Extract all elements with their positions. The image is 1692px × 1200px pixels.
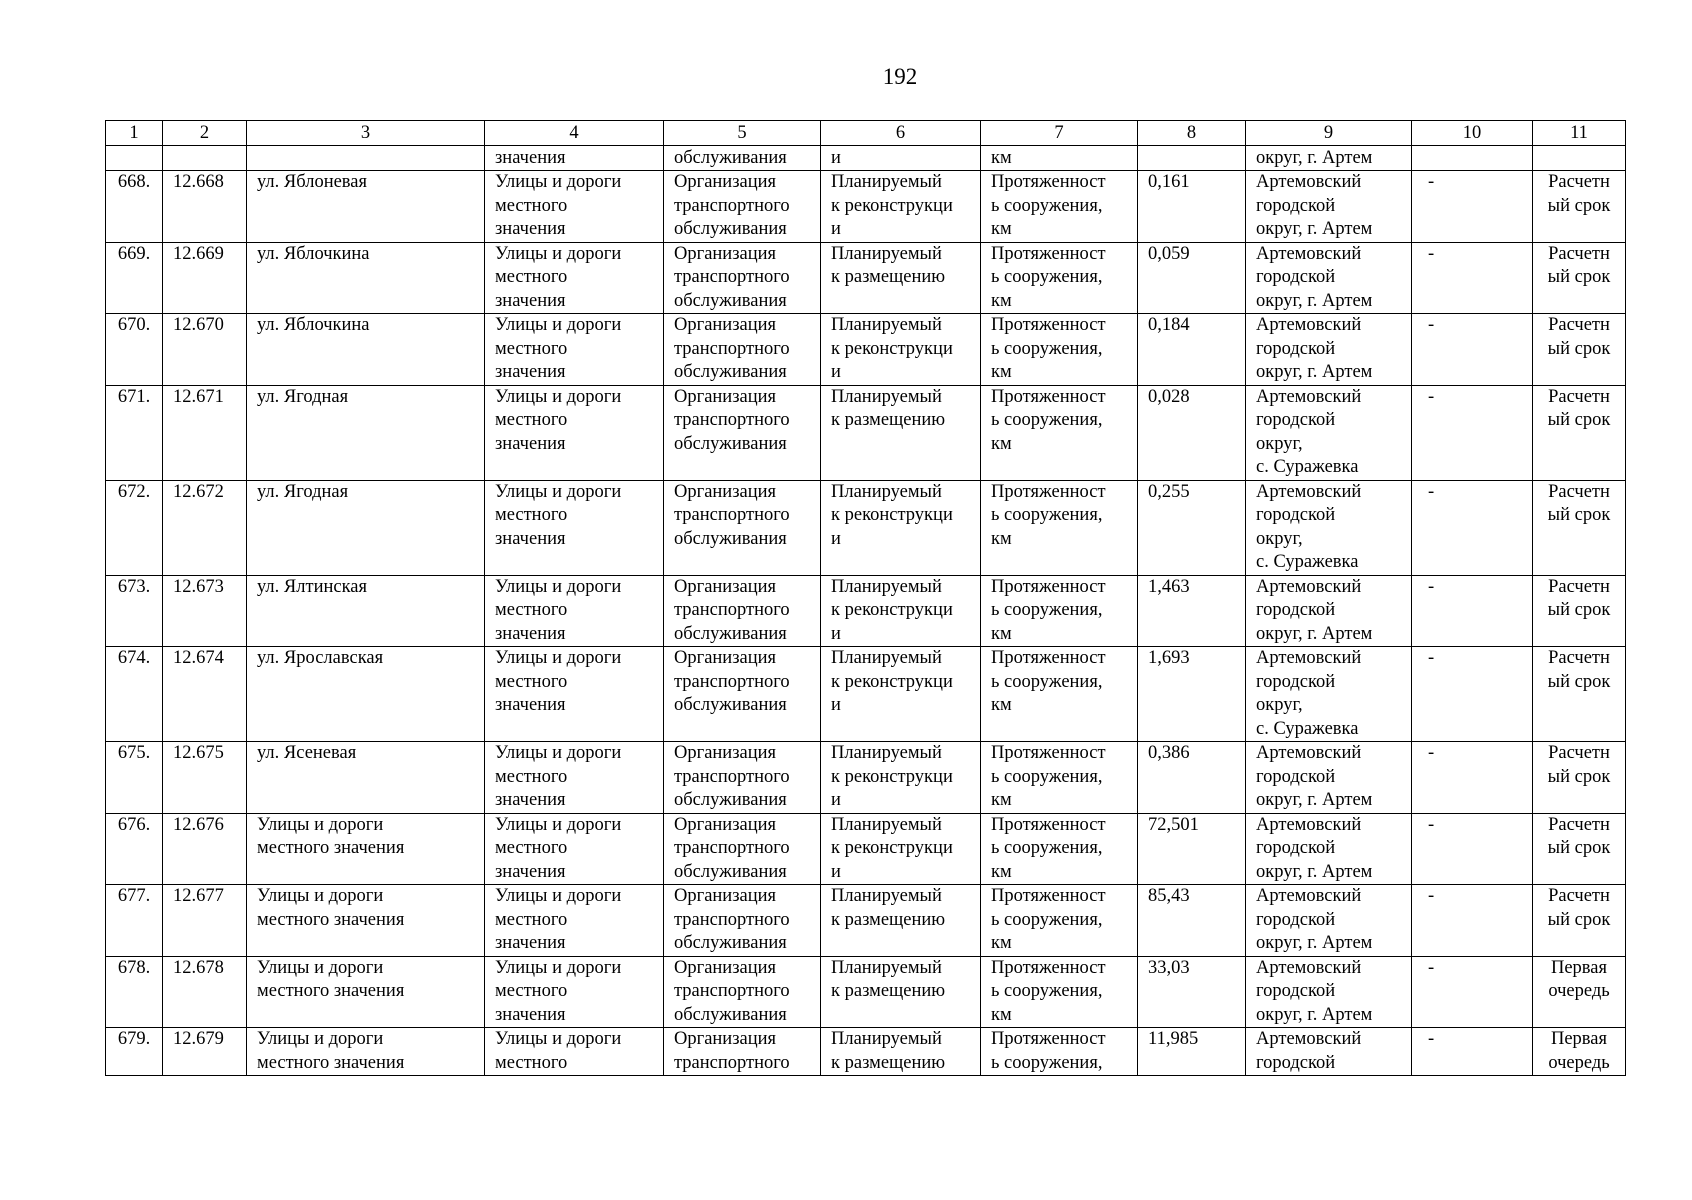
characteristic: Протяженност ь сооружения, км	[981, 813, 1138, 885]
column-number-row	[106, 121, 1626, 146]
characteristic: Протяженност ь сооружения, км	[981, 171, 1138, 243]
characteristic-value: 72,501	[1138, 813, 1246, 885]
object-kind: Организация транспортного обслуживания	[664, 480, 821, 575]
object-code: 12.678	[163, 956, 247, 1028]
cell	[163, 146, 247, 171]
zone-type: -	[1412, 575, 1533, 647]
table-row	[106, 575, 1626, 647]
row-number: 671.	[106, 385, 163, 480]
object-name: ул. Яблоневая	[247, 171, 485, 243]
zone-type: -	[1412, 813, 1533, 885]
table-row	[106, 885, 1626, 957]
row-number: 679.	[106, 1028, 163, 1076]
implementation-term: Первая очередь	[1533, 1028, 1626, 1076]
location: Артемовский городской округ, с. Суражевка	[1246, 480, 1412, 575]
object-code: 12.670	[163, 314, 247, 386]
object-kind: Организация транспортного обслуживания	[664, 242, 821, 314]
object-status: Планируемый к размещению	[821, 885, 981, 957]
object-purpose: Улицы и дороги местного значения	[485, 647, 664, 742]
characteristic: Протяженност ь сооружения,	[981, 1028, 1138, 1076]
characteristic: Протяженност ь сооружения, км	[981, 956, 1138, 1028]
row-number: 673.	[106, 575, 163, 647]
implementation-term: Первая очередь	[1533, 956, 1626, 1028]
row-number: 669.	[106, 242, 163, 314]
implementation-term: Расчетн ый срок	[1533, 575, 1626, 647]
characteristic: Протяженност ь сооружения, км	[981, 480, 1138, 575]
column-number: 9	[1246, 121, 1412, 146]
object-purpose: Улицы и дороги местного значения	[485, 171, 664, 243]
implementation-term: Расчетн ый срок	[1533, 242, 1626, 314]
object-name: Улицы и дороги местного значения	[247, 885, 485, 957]
table-row	[106, 314, 1626, 386]
object-name: ул. Яблочкина	[247, 314, 485, 386]
characteristic-value: 33,03	[1138, 956, 1246, 1028]
location: Артемовский городской округ, г. Артем	[1246, 885, 1412, 957]
cell: обслуживания	[664, 146, 821, 171]
object-status: Планируемый к реконструкци и	[821, 575, 981, 647]
implementation-term: Расчетн ый срок	[1533, 171, 1626, 243]
object-purpose: Улицы и дороги местного значения	[485, 575, 664, 647]
zone-type: -	[1412, 171, 1533, 243]
cell: значения	[485, 146, 664, 171]
table-row	[106, 385, 1626, 480]
zone-type: -	[1412, 647, 1533, 742]
object-name: ул. Ягодная	[247, 480, 485, 575]
object-code: 12.675	[163, 742, 247, 814]
implementation-term: Расчетн ый срок	[1533, 885, 1626, 957]
zone-type: -	[1412, 742, 1533, 814]
object-kind: Организация транспортного обслуживания	[664, 956, 821, 1028]
characteristic-value: 1,693	[1138, 647, 1246, 742]
cell: округ, г. Артем	[1246, 146, 1412, 171]
object-kind: Организация транспортного обслуживания	[664, 314, 821, 386]
characteristic: Протяженност ь сооружения, км	[981, 885, 1138, 957]
objects-table	[105, 120, 1626, 1076]
implementation-term: Расчетн ый срок	[1533, 314, 1626, 386]
column-number: 10	[1412, 121, 1533, 146]
characteristic: Протяженност ь сооружения, км	[981, 575, 1138, 647]
object-code: 12.674	[163, 647, 247, 742]
column-number: 11	[1533, 121, 1626, 146]
zone-type: -	[1412, 385, 1533, 480]
characteristic: Протяженност ь сооружения, км	[981, 742, 1138, 814]
object-status: Планируемый к реконструкци и	[821, 742, 981, 814]
object-name: Улицы и дороги местного значения	[247, 956, 485, 1028]
object-purpose: Улицы и дороги местного значения	[485, 885, 664, 957]
implementation-term: Расчетн ый срок	[1533, 480, 1626, 575]
implementation-term: Расчетн ый срок	[1533, 813, 1626, 885]
object-code: 12.672	[163, 480, 247, 575]
zone-type: -	[1412, 956, 1533, 1028]
column-number: 6	[821, 121, 981, 146]
row-number: 677.	[106, 885, 163, 957]
column-number: 1	[106, 121, 163, 146]
object-code: 12.669	[163, 242, 247, 314]
table-row	[106, 242, 1626, 314]
object-purpose: Улицы и дороги местного	[485, 1028, 664, 1076]
object-status: Планируемый к размещению	[821, 385, 981, 480]
object-code: 12.677	[163, 885, 247, 957]
object-kind: Организация транспортного обслуживания	[664, 647, 821, 742]
object-name: Улицы и дороги местного значения	[247, 1028, 485, 1076]
table-row	[106, 956, 1626, 1028]
location: Артемовский городской округ, г. Артем	[1246, 242, 1412, 314]
column-number: 7	[981, 121, 1138, 146]
object-status: Планируемый к размещению	[821, 242, 981, 314]
object-name: ул. Ярославская	[247, 647, 485, 742]
table-row	[106, 1028, 1626, 1076]
zone-type: -	[1412, 480, 1533, 575]
zone-type: -	[1412, 242, 1533, 314]
characteristic-value: 0,255	[1138, 480, 1246, 575]
object-purpose: Улицы и дороги местного значения	[485, 242, 664, 314]
object-code: 12.676	[163, 813, 247, 885]
location: Артемовский городской округ, г. Артем	[1246, 171, 1412, 243]
implementation-term: Расчетн ый срок	[1533, 647, 1626, 742]
object-purpose: Улицы и дороги местного значения	[485, 813, 664, 885]
characteristic-value: 0,059	[1138, 242, 1246, 314]
object-purpose: Улицы и дороги местного значения	[485, 956, 664, 1028]
row-number: 674.	[106, 647, 163, 742]
row-number: 668.	[106, 171, 163, 243]
object-code: 12.671	[163, 385, 247, 480]
cell	[1138, 146, 1246, 171]
location: Артемовский городской округ, г. Артем	[1246, 742, 1412, 814]
row-number: 678.	[106, 956, 163, 1028]
object-purpose: Улицы и дороги местного значения	[485, 742, 664, 814]
location: Артемовский городской округ, г. Артем	[1246, 575, 1412, 647]
object-kind: Организация транспортного обслуживания	[664, 575, 821, 647]
column-number: 5	[664, 121, 821, 146]
object-name: Улицы и дороги местного значения	[247, 813, 485, 885]
characteristic-value: 0,028	[1138, 385, 1246, 480]
characteristic-value: 0,161	[1138, 171, 1246, 243]
zone-type: -	[1412, 314, 1533, 386]
table-row	[106, 480, 1626, 575]
location: Артемовский городской округ, с. Суражевка	[1246, 385, 1412, 480]
object-name: ул. Ялтинская	[247, 575, 485, 647]
cell	[1533, 146, 1626, 171]
table-row	[106, 171, 1626, 243]
table-row	[106, 647, 1626, 742]
object-status: Планируемый к реконструкци и	[821, 171, 981, 243]
row-number: 670.	[106, 314, 163, 386]
object-name: ул. Ясеневая	[247, 742, 485, 814]
continuation-row	[106, 146, 1626, 171]
object-status: Планируемый к реконструкци и	[821, 813, 981, 885]
characteristic: Протяженност ь сооружения, км	[981, 242, 1138, 314]
cell: и	[821, 146, 981, 171]
object-kind: Организация транспортного обслуживания	[664, 885, 821, 957]
location: Артемовский городской округ, г. Артем	[1246, 314, 1412, 386]
row-number: 672.	[106, 480, 163, 575]
column-number: 3	[247, 121, 485, 146]
row-number: 676.	[106, 813, 163, 885]
row-number: 675.	[106, 742, 163, 814]
characteristic: Протяженност ь сооружения, км	[981, 647, 1138, 742]
column-number: 4	[485, 121, 664, 146]
characteristic-value: 85,43	[1138, 885, 1246, 957]
location: Артемовский городской округ, г. Артем	[1246, 956, 1412, 1028]
cell	[247, 146, 485, 171]
characteristic-value: 0,184	[1138, 314, 1246, 386]
location: Артемовский городской округ, с. Суражевка	[1246, 647, 1412, 742]
location: Артемовский городской	[1246, 1028, 1412, 1076]
implementation-term: Расчетн ый срок	[1533, 742, 1626, 814]
object-purpose: Улицы и дороги местного значения	[485, 480, 664, 575]
cell	[1412, 146, 1533, 171]
table-row	[106, 813, 1626, 885]
object-kind: Организация транспортного	[664, 1028, 821, 1076]
characteristic: Протяженност ь сооружения, км	[981, 385, 1138, 480]
cell	[106, 146, 163, 171]
object-status: Планируемый к размещению	[821, 1028, 981, 1076]
object-purpose: Улицы и дороги местного значения	[485, 314, 664, 386]
object-name: ул. Яблочкина	[247, 242, 485, 314]
characteristic-value: 11,985	[1138, 1028, 1246, 1076]
characteristic: Протяженност ь сооружения, км	[981, 314, 1138, 386]
location: Артемовский городской округ, г. Артем	[1246, 813, 1412, 885]
object-kind: Организация транспортного обслуживания	[664, 385, 821, 480]
cell: км	[981, 146, 1138, 171]
column-number: 2	[163, 121, 247, 146]
object-name: ул. Ягодная	[247, 385, 485, 480]
object-status: Планируемый к размещению	[821, 956, 981, 1028]
implementation-term: Расчетн ый срок	[1533, 385, 1626, 480]
object-status: Планируемый к реконструкци и	[821, 647, 981, 742]
zone-type: -	[1412, 1028, 1533, 1076]
object-code: 12.679	[163, 1028, 247, 1076]
characteristic-value: 0,386	[1138, 742, 1246, 814]
object-code: 12.668	[163, 171, 247, 243]
object-status: Планируемый к реконструкци и	[821, 480, 981, 575]
characteristic-value: 1,463	[1138, 575, 1246, 647]
object-kind: Организация транспортного обслуживания	[664, 171, 821, 243]
object-code: 12.673	[163, 575, 247, 647]
page-number: 192	[882, 64, 918, 89]
zone-type: -	[1412, 885, 1533, 957]
object-kind: Организация транспортного обслуживания	[664, 813, 821, 885]
column-number: 8	[1138, 121, 1246, 146]
object-kind: Организация транспортного обслуживания	[664, 742, 821, 814]
object-purpose: Улицы и дороги местного значения	[485, 385, 664, 480]
table-row	[106, 742, 1626, 814]
object-status: Планируемый к реконструкци и	[821, 314, 981, 386]
